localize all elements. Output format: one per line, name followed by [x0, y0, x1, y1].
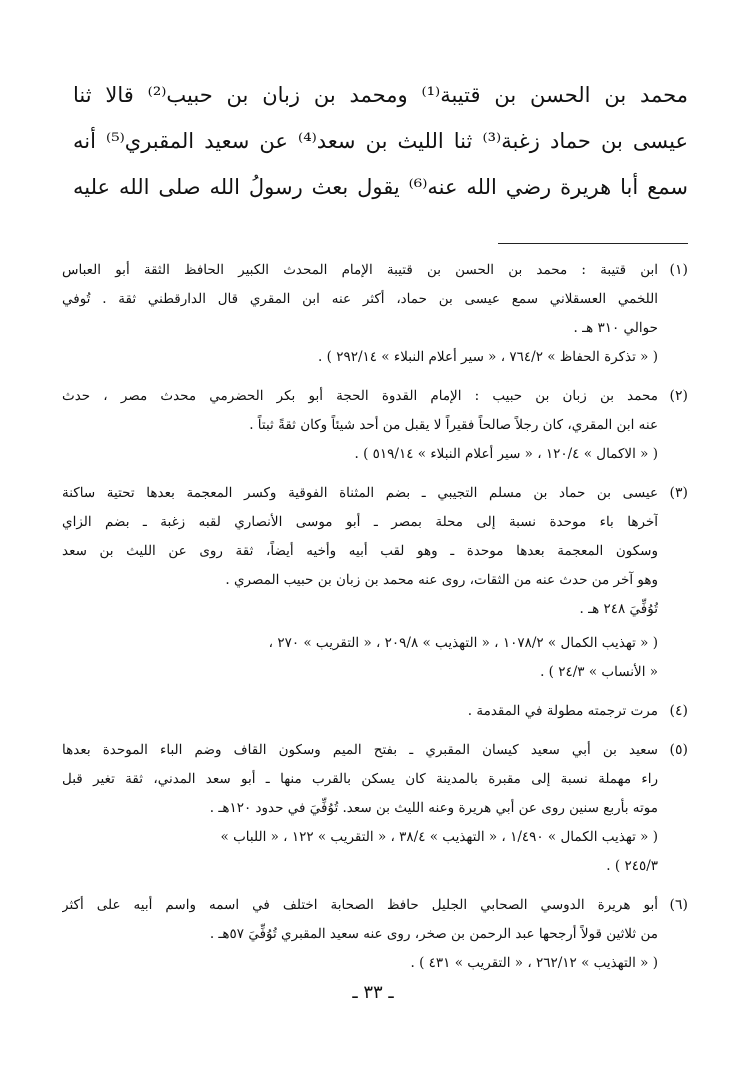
footnote-1: [62, 256, 688, 372]
footnote-line: وسكون المعجمة بعدها موحدة ـ وهو لقب أبيه وأخيه أيضاً، ثقة روى عن الليث بن سعد: [62, 543, 658, 559]
footnote-3: [62, 479, 688, 687]
footnote-number: (٤): [669, 703, 688, 719]
footnote-line: آخرها باء موحدة نسبة إلى محلة بمصر ـ أبو موسى الأنصاري لقبه زغبة ـ بضم الزاي: [62, 514, 658, 530]
footnote-separator: [498, 243, 688, 244]
footnote-line: سعيد بن أبي سعيد كيسان المقبري ـ بفتح الميم وسكون القاف وضم الباء الموحدة بعدها: [62, 742, 658, 758]
footnote-number: (٥): [669, 742, 688, 758]
footnote-reference: « الأنساب » ٢٤/٣ ) .: [540, 664, 658, 680]
main-text-line: عيسى بن حماد زغبة⁽³⁾ ثنا الليث بن سعد⁽⁴⁾ عن سعيد المقبري⁽⁵⁾ أنه: [73, 129, 688, 153]
footnote-number: (١): [669, 262, 688, 278]
footnote-5: [62, 736, 688, 881]
footnote-line: راء مهملة نسبة إلى مقبرة بالمدينة كان يسكن بالقرب منها ـ أبو سعد المدني، ثقة تغير قبل: [62, 771, 658, 787]
footnote-number: (٦): [669, 897, 688, 913]
footnote-line: موته بأربع سنين روى عن أبي هريرة وعنه الليث بن سعد. تُوُفِّيَ في حدود ١٢٠هـ .: [209, 800, 658, 816]
footnote-reference: ( « التهذيب » ٢٦٢/١٢ ، « التقريب » ٤٣١ ) .: [410, 955, 658, 971]
footnote-line: من ثلاثين قولاً أرجحها عبد الرحمن بن صخر، روى عنه سعيد المقبري تُوُفِّيَ ٥٧هـ .: [209, 926, 658, 942]
footnote-2: [62, 382, 688, 469]
main-text-block: [73, 72, 688, 210]
footnote-line: مرت ترجمته مطولة في المقدمة .: [467, 703, 658, 719]
footnotes-block: [62, 256, 688, 978]
main-text-line: سمع أبا هريرة رضي الله عنه⁽⁶⁾ يقول بعث رسولُ الله صلى الله عليه: [73, 175, 688, 199]
footnote-line: حوالي ٣١٠ هـ .: [573, 320, 658, 336]
footnote-line: محمد بن زبان بن حبيب : الإمام القدوة الحجة أبو بكر الحضرمي محدث مصر ، حدث: [62, 388, 658, 404]
footnote-line: أبو هريرة الدوسي الصحابي الجليل حافظ الصحابة اختلف في اسمه واسم أبيه على أكثر: [62, 897, 658, 913]
footnote-reference: ( « تهذيب الكمال » ١/٤٩٠ ، « التهذيب » ٣٨/٤ ، « التقريب » ١٢٢ ، « اللباب »: [220, 829, 658, 845]
footnote-line: اللخمي العسقلاني سمع عيسى بن حماد، أكثر عنه ابن المقري قال الدارقطني ثقة . تُوفي: [62, 291, 658, 307]
footnote-6: [62, 891, 688, 978]
footnote-4: [62, 697, 688, 726]
main-text-line: محمد بن الحسن بن قتيبة⁽¹⁾ ومحمد بن زبان بن حبيب⁽²⁾ قالا ثنا: [73, 83, 688, 107]
footnote-number: (٢): [669, 388, 688, 404]
footnote-line: ابن قتيبة : محمد بن الحسن بن قتيبة الإمام المحدث الكبير الحافظ الثقة أبو العباس: [62, 262, 658, 278]
page-number: ـ ٣٣ ـ: [352, 982, 394, 1003]
footnote-reference: ( « تذكرة الحفاظ » ٧٦٤/٢ ، « سير أعلام النبلاء » ٢٩٢/١٤ ) .: [318, 349, 658, 365]
footnote-reference: ٢٤٥/٣ ) .: [606, 858, 658, 874]
footnote-line: تُوُفِّيَ ٢٤٨ هـ .: [579, 601, 658, 617]
footnote-number: (٣): [669, 485, 688, 501]
footnote-line: وهو آخر من حدث عنه من الثقات، روى عنه محمد بن زبان بن حبيب المصري .: [225, 572, 658, 588]
footnote-reference: ( « الاكمال » ١٢٠/٤ ، « سير أعلام النبلاء » ٥١٩/١٤ ) .: [354, 446, 658, 462]
footnote-line: عنه ابن المقري، كان رجلاً صالحاً فقيراً لا يقبل من أحد شيئاً وكان ثقةً ثبتاً .: [249, 417, 658, 433]
footnote-reference: ( « تهذيب الكمال » ١٠٧٨/٢ ، « التهذيب » ٢٠٩/٨ ، « التقريب » ٢٧٠ ،: [268, 635, 658, 651]
footnote-line: عيسى بن حماد بن مسلم التجيبي ـ بضم المثناة الفوقية وكسر المعجمة بعدها تحتية ساكنة: [62, 485, 658, 501]
